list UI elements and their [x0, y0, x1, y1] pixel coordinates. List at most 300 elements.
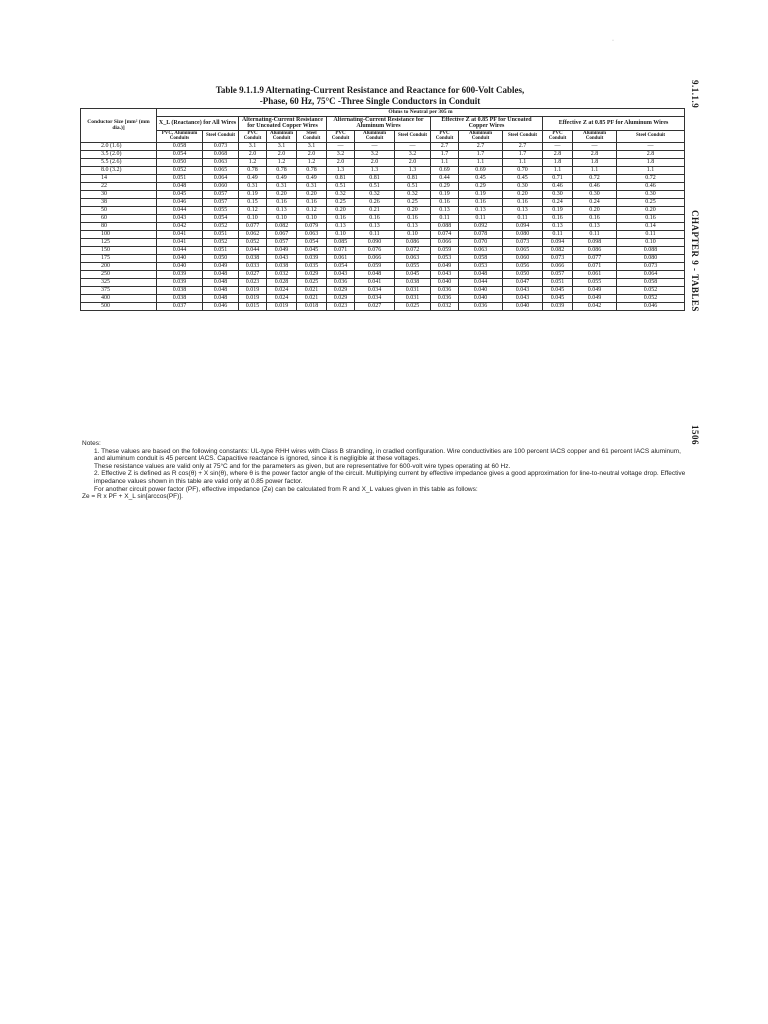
table-row	[81, 246, 685, 254]
value-cell: 0.039	[543, 302, 573, 310]
value-cell: 0.72	[573, 174, 617, 182]
value-cell: 0.13	[459, 206, 503, 214]
value-cell: 0.46	[573, 182, 617, 190]
group-header-reactance: X_L (Reactance) for All Wires	[157, 116, 239, 130]
value-cell: 2.0	[355, 158, 395, 166]
value-cell: 0.019	[239, 294, 267, 302]
value-cell: 0.78	[239, 166, 267, 174]
value-cell: 0.048	[459, 270, 503, 278]
value-cell: 0.20	[395, 206, 431, 214]
value-cell: 0.057	[203, 190, 239, 198]
value-cell: 0.052	[157, 166, 203, 174]
value-cell: 0.062	[239, 230, 267, 238]
value-cell: 2.7	[431, 142, 459, 150]
value-cell: 1.1	[459, 158, 503, 166]
value-cell: 0.038	[157, 286, 203, 294]
value-cell: 0.30	[543, 190, 573, 198]
value-cell: 0.19	[459, 190, 503, 198]
value-cell: 0.11	[543, 230, 573, 238]
value-cell: —	[543, 142, 573, 150]
table-title-line-1: Table 9.1.1.9 Alternating-Current Resistance and Reactance for 600-Volt Cables,	[215, 85, 525, 95]
subcolumn-header: PVC Conduit	[239, 130, 267, 142]
value-cell: 0.070	[459, 238, 503, 246]
conductor-size-cell: 2.0 (1.6)	[81, 142, 157, 150]
value-cell: —	[573, 142, 617, 150]
value-cell: 1.2	[297, 158, 327, 166]
value-cell: 0.027	[355, 302, 395, 310]
value-cell: 0.032	[431, 302, 459, 310]
value-cell: 0.073	[617, 262, 685, 270]
value-cell: 0.30	[503, 182, 543, 190]
value-cell: 1.1	[617, 166, 685, 174]
value-cell: 0.051	[543, 278, 573, 286]
note-2: 2. Effective Z is defined as R cos(θ) + X sin(θ), where θ is the power factor angle of the circuit. Multiplying current by effective impedance gives a good approximation for line-to-neutral voltage drop. Effective impedance values shown in this table are valid only at 0.85 power factor.	[94, 470, 686, 485]
value-cell: 0.077	[239, 222, 267, 230]
value-cell: 2.8	[573, 150, 617, 158]
row-group	[81, 238, 685, 270]
value-cell: 0.019	[239, 286, 267, 294]
value-cell: 0.031	[395, 294, 431, 302]
value-cell: 0.031	[395, 286, 431, 294]
value-cell: 0.052	[617, 294, 685, 302]
table-title-line-2: -Phase, 60 Hz, 75°C -Three Single Conductors in Conduit	[259, 96, 481, 106]
table-row	[81, 158, 685, 166]
value-cell: 0.049	[203, 262, 239, 270]
value-cell: 0.15	[239, 198, 267, 206]
value-cell: 0.064	[617, 270, 685, 278]
value-cell: 0.044	[459, 278, 503, 286]
value-cell: 0.048	[157, 182, 203, 190]
subcolumn-header: Aluminum Conduit	[355, 130, 395, 142]
value-cell: 0.057	[267, 238, 297, 246]
subcolumn-header: Aluminum Conduit	[267, 130, 297, 142]
value-cell: 0.066	[543, 262, 573, 270]
table-row	[81, 206, 685, 214]
value-cell: 0.20	[327, 206, 355, 214]
value-cell: 0.045	[395, 270, 431, 278]
value-cell: 0.21	[355, 206, 395, 214]
value-cell: 0.057	[543, 270, 573, 278]
value-cell: 0.029	[297, 270, 327, 278]
value-cell: 1.1	[503, 158, 543, 166]
value-cell: 0.10	[267, 214, 297, 222]
value-cell: 0.12	[297, 206, 327, 214]
row-group	[81, 206, 685, 238]
value-cell: 0.16	[573, 214, 617, 222]
value-cell: 0.16	[543, 214, 573, 222]
subcolumn-header: PVC Conduit	[327, 130, 355, 142]
value-cell: 0.32	[355, 190, 395, 198]
value-cell: 0.037	[157, 302, 203, 310]
value-cell: 0.11	[459, 214, 503, 222]
value-cell: 0.034	[355, 294, 395, 302]
impedance-table	[80, 108, 685, 311]
value-cell: 0.038	[239, 254, 267, 262]
value-cell: 0.086	[573, 246, 617, 254]
conductor-size-cell: 5.5 (2.6)	[81, 158, 157, 166]
value-cell: 0.043	[327, 270, 355, 278]
value-cell: 0.048	[203, 270, 239, 278]
value-cell: 0.51	[355, 182, 395, 190]
value-cell: 0.043	[503, 286, 543, 294]
value-cell: 0.038	[395, 278, 431, 286]
value-cell: 0.060	[503, 254, 543, 262]
ohms-header: Ohms to Neutral per 305 m	[157, 109, 685, 117]
value-cell: 0.71	[543, 174, 573, 182]
value-cell: 0.16	[267, 198, 297, 206]
value-cell: 0.13	[327, 222, 355, 230]
value-cell: —	[617, 142, 685, 150]
value-cell: 0.053	[459, 262, 503, 270]
value-cell: 0.10	[297, 214, 327, 222]
value-cell: 0.036	[459, 302, 503, 310]
value-cell: 3.2	[355, 150, 395, 158]
value-cell: 1.7	[503, 150, 543, 158]
value-cell: 3.2	[327, 150, 355, 158]
subcolumn-header: Steel Conduit	[395, 130, 431, 142]
group-header-ac-copper: Alternating-Current Resistance for Uncoated Copper Wires	[239, 116, 327, 130]
value-cell: 0.10	[327, 230, 355, 238]
value-cell: 0.082	[267, 222, 297, 230]
value-cell: 0.044	[157, 246, 203, 254]
value-cell: 0.052	[239, 238, 267, 246]
conductor-size-cell: 125	[81, 238, 157, 246]
value-cell: 0.30	[573, 190, 617, 198]
value-cell: 0.51	[327, 182, 355, 190]
value-cell: 0.048	[355, 270, 395, 278]
value-cell: 0.31	[267, 182, 297, 190]
value-cell: 0.085	[327, 238, 355, 246]
subcolumn-header: Steel Conduit	[503, 130, 543, 142]
value-cell: 0.064	[203, 174, 239, 182]
value-cell: 0.14	[617, 222, 685, 230]
value-cell: 0.46	[543, 182, 573, 190]
value-cell: 0.033	[239, 262, 267, 270]
value-cell: 0.49	[239, 174, 267, 182]
value-cell: 0.063	[459, 246, 503, 254]
table-row	[81, 286, 685, 294]
value-cell: 0.30	[617, 190, 685, 198]
page-number: 1506	[690, 425, 700, 445]
row-group	[81, 182, 685, 206]
value-cell: 0.050	[203, 254, 239, 262]
table-row	[81, 302, 685, 310]
value-cell: 2.0	[239, 150, 267, 158]
value-cell: 0.027	[239, 270, 267, 278]
value-cell: 0.051	[157, 174, 203, 182]
value-cell: 0.080	[617, 254, 685, 262]
value-cell: 0.32	[395, 190, 431, 198]
value-cell: 0.068	[203, 150, 239, 158]
value-cell: 0.69	[431, 166, 459, 174]
notes-heading: Notes:	[82, 440, 101, 447]
value-cell: 0.058	[617, 278, 685, 286]
value-cell: 1.1	[543, 166, 573, 174]
value-cell: 0.094	[503, 222, 543, 230]
value-cell: 0.44	[431, 174, 459, 182]
table-title	[150, 85, 590, 107]
value-cell: 0.071	[573, 262, 617, 270]
value-cell: 0.042	[573, 302, 617, 310]
value-cell: 0.049	[267, 246, 297, 254]
value-cell: 0.048	[203, 278, 239, 286]
conductor-size-cell: 250	[81, 270, 157, 278]
value-cell: 0.047	[503, 278, 543, 286]
value-cell: 0.043	[431, 270, 459, 278]
value-cell: 0.065	[503, 246, 543, 254]
value-cell: 0.29	[459, 182, 503, 190]
value-cell: 0.13	[503, 206, 543, 214]
value-cell: 0.24	[573, 198, 617, 206]
value-cell: 0.72	[617, 174, 685, 182]
value-cell: 0.16	[431, 198, 459, 206]
value-cell: 0.094	[543, 238, 573, 246]
scan-speck: ·	[612, 38, 614, 44]
value-cell: 1.1	[431, 158, 459, 166]
value-cell: 0.088	[617, 246, 685, 254]
conductor-size-cell: 375	[81, 286, 157, 294]
value-cell: 2.0	[395, 158, 431, 166]
value-cell: 0.078	[459, 230, 503, 238]
value-cell: 0.057	[203, 198, 239, 206]
value-cell: 0.029	[327, 294, 355, 302]
table-row	[81, 270, 685, 278]
value-cell: 1.3	[395, 166, 431, 174]
value-cell: 0.31	[297, 182, 327, 190]
note-1-continued: These resistance values are valid only at 75°C and for the parameters as given, but are representative for 600-volt wire types operating at 60 Hz.	[94, 462, 511, 470]
value-cell: 0.31	[239, 182, 267, 190]
value-cell: 0.052	[617, 286, 685, 294]
value-cell: 0.13	[267, 206, 297, 214]
value-cell: 0.041	[157, 230, 203, 238]
value-cell: 2.8	[617, 150, 685, 158]
value-cell: 0.045	[543, 294, 573, 302]
table-row	[81, 198, 685, 206]
conductor-size-cell: 400	[81, 294, 157, 302]
value-cell: 0.45	[503, 174, 543, 182]
conductor-size-cell: 200	[81, 262, 157, 270]
value-cell: 0.81	[327, 174, 355, 182]
conductor-size-cell: 3.5 (2.0)	[81, 150, 157, 158]
value-cell: 0.046	[203, 302, 239, 310]
value-cell: 0.20	[297, 190, 327, 198]
table-row	[81, 174, 685, 182]
value-cell: 0.058	[459, 254, 503, 262]
value-cell: 0.043	[157, 214, 203, 222]
value-cell: 0.040	[431, 278, 459, 286]
table-row	[81, 182, 685, 190]
chapter-label: CHAPTER 9 - TABLES	[690, 210, 700, 312]
value-cell: 0.13	[431, 206, 459, 214]
value-cell: 0.051	[203, 246, 239, 254]
value-cell: 0.16	[459, 198, 503, 206]
value-cell: 0.69	[459, 166, 503, 174]
conductor-size-cell: 38	[81, 198, 157, 206]
value-cell: 0.063	[395, 254, 431, 262]
value-cell: 0.025	[395, 302, 431, 310]
table-row	[81, 150, 685, 158]
value-cell: 0.038	[157, 294, 203, 302]
value-cell: 0.29	[431, 182, 459, 190]
value-cell: 0.077	[573, 254, 617, 262]
value-cell: 0.12	[239, 206, 267, 214]
value-cell: 0.040	[459, 294, 503, 302]
value-cell: 0.039	[157, 270, 203, 278]
value-cell: 0.055	[573, 278, 617, 286]
conductor-size-cell: 60	[81, 214, 157, 222]
value-cell: 0.024	[267, 286, 297, 294]
value-cell: 0.052	[203, 238, 239, 246]
value-cell: 0.079	[297, 222, 327, 230]
value-cell: 1.7	[431, 150, 459, 158]
value-cell: —	[395, 142, 431, 150]
subcolumn-header: Aluminum Conduit	[573, 130, 617, 142]
value-cell: 0.024	[267, 294, 297, 302]
value-cell: 0.13	[395, 222, 431, 230]
value-cell: 0.054	[203, 214, 239, 222]
row-group	[81, 270, 685, 310]
value-cell: 0.10	[617, 238, 685, 246]
value-cell: 0.25	[617, 198, 685, 206]
value-cell: 3.1	[297, 142, 327, 150]
group-header-z-copper: Effective Z at 0.85 PF for Uncoated Copper Wires	[431, 116, 543, 130]
value-cell: 0.16	[395, 214, 431, 222]
value-cell: 0.028	[267, 278, 297, 286]
value-cell: 0.81	[395, 174, 431, 182]
side-margin	[680, 80, 704, 460]
value-cell: 1.7	[459, 150, 503, 158]
value-cell: 2.7	[503, 142, 543, 150]
value-cell: 2.0	[327, 158, 355, 166]
row-group	[81, 142, 685, 182]
value-cell: 0.19	[431, 190, 459, 198]
notes-section	[82, 440, 686, 501]
group-header-z-aluminum: Effective Z at 0.85 PF for Aluminum Wires	[543, 116, 685, 130]
value-cell: 0.073	[503, 238, 543, 246]
value-cell: 0.023	[327, 302, 355, 310]
value-cell: 0.13	[573, 222, 617, 230]
conductor-size-cell: 50	[81, 206, 157, 214]
subcolumn-header: PVC Conduit	[431, 130, 459, 142]
value-cell: 0.32	[327, 190, 355, 198]
value-cell: 0.021	[297, 294, 327, 302]
table-row	[81, 142, 685, 150]
value-cell: 0.043	[267, 254, 297, 262]
value-cell: 0.25	[395, 198, 431, 206]
conductor-size-header: Conductor Size [mm² (mm dia.)]	[81, 109, 157, 143]
table-row	[81, 166, 685, 174]
conductor-size-cell: 100	[81, 230, 157, 238]
value-cell: 0.20	[503, 190, 543, 198]
conductor-size-cell: 22	[81, 182, 157, 190]
table-row	[81, 262, 685, 270]
value-cell: 0.054	[157, 150, 203, 158]
conductor-size-cell: 80	[81, 222, 157, 230]
section-number: 9.1.1.9	[690, 80, 700, 109]
value-cell: 0.049	[573, 286, 617, 294]
value-cell: 0.065	[203, 166, 239, 174]
value-cell: 0.46	[617, 182, 685, 190]
value-cell: 3.2	[395, 150, 431, 158]
value-cell: 0.16	[617, 214, 685, 222]
value-cell: 0.072	[395, 246, 431, 254]
value-cell: 2.8	[543, 150, 573, 158]
value-cell: 0.050	[503, 270, 543, 278]
value-cell: 1.8	[543, 158, 573, 166]
value-cell: 0.059	[431, 246, 459, 254]
value-cell: 0.082	[543, 246, 573, 254]
value-cell: 0.015	[239, 302, 267, 310]
subcolumn-header: Aluminum Conduit	[459, 130, 503, 142]
value-cell: 0.26	[355, 198, 395, 206]
value-cell: 0.038	[267, 262, 297, 270]
subcolumn-header: Steel Conduit	[297, 130, 327, 142]
value-cell: 2.0	[267, 150, 297, 158]
value-cell: 2.0	[297, 150, 327, 158]
value-cell: 0.040	[157, 262, 203, 270]
value-cell: 0.050	[157, 158, 203, 166]
value-cell: 0.51	[395, 182, 431, 190]
value-cell: 0.063	[203, 158, 239, 166]
value-cell: 0.19	[543, 206, 573, 214]
value-cell: 0.059	[355, 262, 395, 270]
value-cell: 0.039	[157, 278, 203, 286]
value-cell: 0.019	[267, 302, 297, 310]
value-cell: 0.036	[431, 294, 459, 302]
value-cell: 0.036	[431, 286, 459, 294]
value-cell: 0.044	[157, 206, 203, 214]
value-cell: 0.20	[267, 190, 297, 198]
table-row	[81, 214, 685, 222]
value-cell: 0.040	[503, 302, 543, 310]
value-cell: 0.092	[459, 222, 503, 230]
value-cell: 0.046	[157, 198, 203, 206]
value-cell: 0.054	[297, 238, 327, 246]
value-cell: 0.24	[543, 198, 573, 206]
value-cell: 0.056	[503, 262, 543, 270]
subcolumn-header: PVC Conduit	[543, 130, 573, 142]
value-cell: 0.025	[297, 278, 327, 286]
value-cell: 0.16	[297, 198, 327, 206]
value-cell: 0.061	[327, 254, 355, 262]
value-cell: 3.1	[239, 142, 267, 150]
value-cell: 1.8	[617, 158, 685, 166]
value-cell: 0.088	[431, 222, 459, 230]
value-cell: 0.78	[267, 166, 297, 174]
value-cell: 0.13	[543, 222, 573, 230]
value-cell: 0.058	[157, 142, 203, 150]
value-cell: 0.10	[395, 230, 431, 238]
value-cell: 3.1	[267, 142, 297, 150]
value-cell: 1.3	[327, 166, 355, 174]
table-row	[81, 222, 685, 230]
group-header-ac-aluminum: Alternating-Current Resistance for Aluminum Wires	[327, 116, 431, 130]
table-row	[81, 238, 685, 246]
value-cell: 0.036	[327, 278, 355, 286]
value-cell: 0.11	[431, 214, 459, 222]
value-cell: 0.20	[573, 206, 617, 214]
value-cell: 0.041	[157, 238, 203, 246]
value-cell: 0.071	[327, 246, 355, 254]
value-cell: 0.78	[297, 166, 327, 174]
value-cell: 0.060	[203, 182, 239, 190]
value-cell: 0.045	[297, 246, 327, 254]
value-cell: 0.023	[239, 278, 267, 286]
conductor-size-cell: 175	[81, 254, 157, 262]
value-cell: 0.19	[239, 190, 267, 198]
value-cell: 0.029	[327, 286, 355, 294]
value-cell: 1.8	[573, 158, 617, 166]
